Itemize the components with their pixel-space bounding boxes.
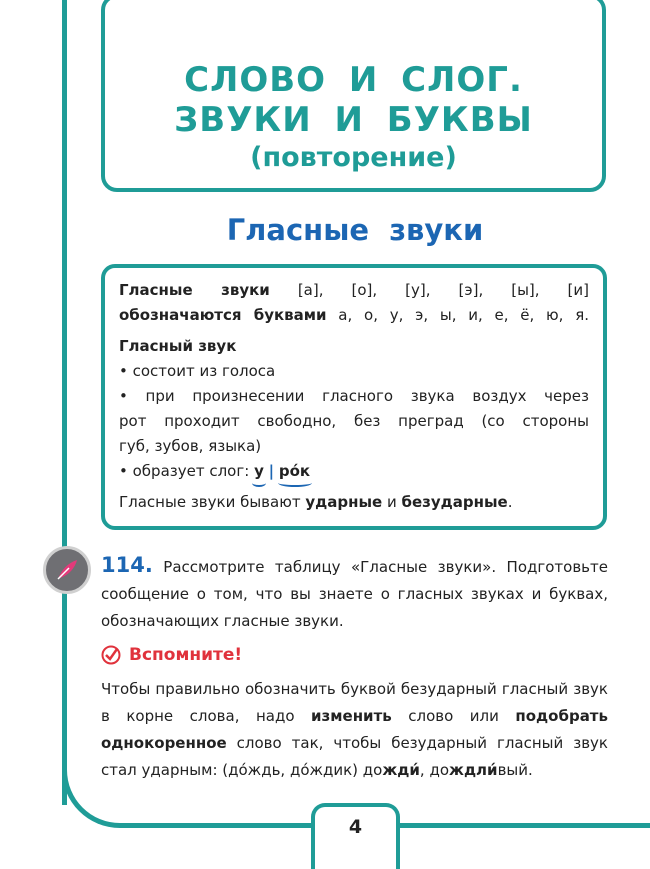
exercise-number: 114.	[101, 553, 153, 577]
rule-bullet: • при произнесении гласного звука воздух через	[119, 387, 589, 405]
syllable-arc	[278, 479, 312, 487]
page-number: 4	[348, 816, 363, 838]
remember-heading	[101, 645, 242, 673]
rule-subheading: Гласный звук	[119, 337, 237, 355]
remember-text: Чтобы правильно обозначить буквой безударный гласный звук в корне слова, надо изменить слово или подобрать однокоренное слово так, чтобы безударный гласный звук стал ударным: (до́ждь, до́ждик) дожди́, дождли́вый.	[101, 680, 608, 779]
rule-box	[101, 264, 607, 530]
section-heading: Гласные звуки	[226, 213, 484, 247]
rule-bullet-text: • образует слог:	[119, 462, 255, 480]
remember-label: Вспомните!	[129, 645, 243, 665]
rule-bullet: • состоит из голоса	[119, 362, 276, 380]
syllable-1: у	[254, 462, 264, 480]
chapter-title-line1: СЛОВО И СЛОГ.	[184, 60, 523, 100]
rule-line-2	[119, 303, 589, 328]
rule-bullet	[119, 459, 589, 484]
chapter-title-line2: ЗВУКИ И БУКВЫ	[174, 100, 533, 140]
syllable-example	[254, 459, 264, 484]
syllable-divider: |	[268, 462, 275, 480]
pen-icon	[43, 546, 91, 594]
checkmark-icon	[101, 645, 121, 665]
chapter-title-box	[101, 0, 606, 192]
syllable-example	[279, 459, 310, 484]
page-number-tab	[311, 803, 400, 869]
exercise-114	[101, 552, 608, 635]
rule-bold-term: Гласные звуки	[119, 281, 270, 299]
rule-bullet-cont: губ, зубов, языка)	[119, 437, 262, 455]
rule-bullet-cont: рот проходит свободно, без преград (со стороны	[119, 412, 589, 430]
exercise-text: Рассмотрите таблицу «Гласные звуки». Подготовьте сообщение о том, что вы знаете о гласных звуках и буквах, обозначающих гласные звуки.	[101, 558, 608, 630]
rule-letters: а, о, у, э, ы, и, е, ё, ю, я.	[326, 306, 590, 324]
chapter-title-subtitle: (повторение)	[250, 142, 457, 173]
page-frame-left	[62, 0, 67, 805]
rule-footer: Гласные звуки бывают ударные и безударные.	[119, 493, 513, 511]
syllable-arc	[252, 479, 266, 487]
rule-bold-term: обозначаются буквами	[119, 306, 327, 324]
rule-sounds: [а], [о], [у], [э], [ы], [и]	[269, 281, 590, 299]
rule-line-1	[119, 278, 589, 303]
syllable-2: ро́к	[278, 462, 311, 480]
